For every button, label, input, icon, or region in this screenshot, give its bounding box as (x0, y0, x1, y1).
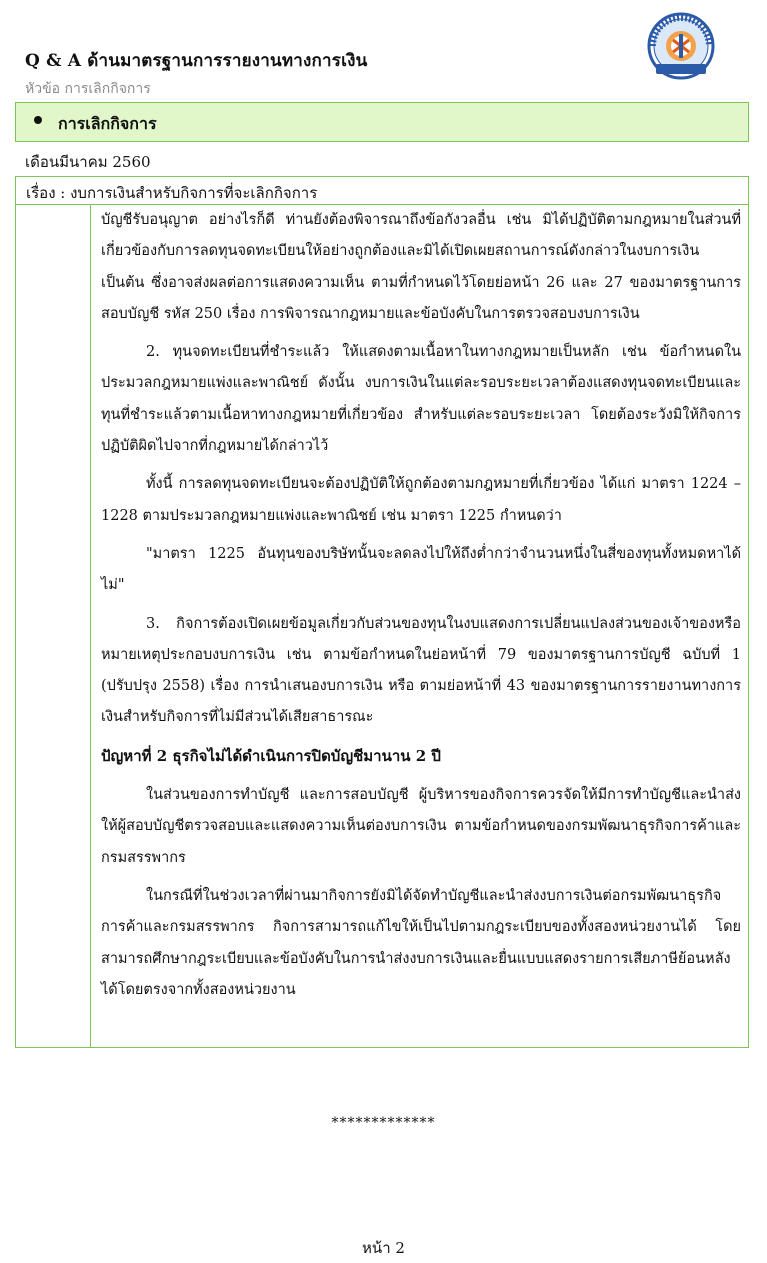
topic-banner (15, 102, 749, 142)
paragraph-6: ในส่วนของการทำบัญชี และการสอบบัญชี ผู้บริหารของกิจการควรจัดให้มีการทำบัญชีและนำส่งให้ผู้สอบบัญชีตรวจสอบและแสดงความเห็นต่องบการเงิน ตามข้อกำหนดของกรมพัฒนาธุรกิจการค้าและกรมสรรพากร (101, 787, 741, 866)
paragraph-2: 2. ทุนจดทะเบียนที่ชำระแล้ว ให้แสดงตามเนื้อหาในทางกฎหมายเป็นหลัก เช่น ข้อกำหนดในประมวลกฎหมายแพ่งและพาณิชย์ ดังนั้น งบการเงินในแต่ละรอบระยะเวลาต้องแสดงทุนจดทะเบียนและทุนที่ชำระแล้วตามเนื้อหาทางกฎหมายที่เกี่ยวข้อง สำหรับแต่ละรอบระยะเวลา โดยต้องระวังมิให้กิจการปฏิบัติผิดไปจากที่กฎหมายได้กล่าวไว้ (101, 344, 741, 455)
bullet-icon (34, 116, 42, 124)
paragraph-3: ทั้งนี้ การลดทุนจดทะเบียนจะต้องปฏิบัติให้ถูกต้องตามกฎหมายที่เกี่ยวข้อง ได้แก่ มาตรา 1224 – 1228 ตามประมวลกฎหมายแพ่งและพาณิชย์ เช่น มาตรา 1225 กำหนดว่า (101, 476, 741, 524)
subject-row (15, 176, 749, 205)
end-separator: ************* (331, 1115, 436, 1131)
section-heading-problem-2: ปัญหาที่ 2 ธุรกิจไม่ได้ดำเนินการปิดบัญชีมานาน 2 ปี (101, 746, 441, 765)
table-left-column (16, 205, 91, 1047)
paragraph-1: บัญชีรับอนุญาต อย่างไรก็ดี ท่านยังต้องพิจารณาถึงข้อกังวลอื่น เช่น มิได้ปฏิบัติตามกฎหมายในส่วนที่เกี่ยวข้องกับการลดทุนจดทะเบียนให้อย่างถูกต้องและมิได้เปิดเผยสถานการณ์ดังกล่าวในงบการเงิน เป็นต้น ซึ่งอาจส่งผลต่อการแสดงความเห็น ตามที่กำหนดไว้โดยย่อหน้า 26 และ 27 ของมาตรฐานการสอบบัญชี รหัส 250 เรื่อง การพิจารณากฎหมายและข้อบังคับในการตรวจสอบงบการเงิน (101, 212, 741, 322)
content-table (15, 204, 749, 1048)
document-header-subtitle: หัวข้อ การเลิกกิจการ (25, 81, 151, 97)
subject-text: เรื่อง : งบการเงินสำหรับกิจการที่จะเลิกกิจการ (26, 184, 318, 202)
paragraph-5: 3. กิจการต้องเปิดเผยข้อมูลเกี่ยวกับส่วนของทุนในงบแสดงการเปลี่ยนแปลงส่วนของเจ้าของหรือหมายเหตุประกอบงบการเงิน เช่น ตามข้อกำหนดในย่อหน้าที่ 79 ของมาตรฐานการบัญชี ฉบับที่ 1 (ปรับปรุง 2558) เรื่อง การนำเสนองบการเงิน หรือ ตามย่อหน้าที่ 43 ของมาตรฐานการรายงานทางการเงินสำหรับกิจการที่ไม่มีส่วนได้เสียสาธารณะ (101, 615, 741, 726)
paragraph-7: ในกรณีที่ในช่วงเวลาที่ผ่านมากิจการยังมิได้จัดทำบัญชีและนำส่งงบการเงินต่อกรมพัฒนาธุรกิจการค้าและกรมสรรพากร กิจการสามารถแก้ไขให้เป็นไปตามกฎระเบียบของทั้งสองหน่วยงานได้ โดยสามารถศึกษากฎระเบียบและข้อบังคับในการนำส่งงบการเงินและยื่นแบบแสดงรายการเสียภาษีย้อนหลังได้โดยตรงจากทั้งสองหน่วยงาน (101, 887, 741, 998)
document-header-title: Q & A ด้านมาตรฐานการรายงานทางการเงิน (25, 51, 368, 71)
topic-label: การเลิกกิจการ (58, 114, 157, 133)
publication-date: เดือนมีนาคม 2560 (25, 153, 151, 171)
paragraph-4: "มาตรา 1225 อันทุนของบริษัทนั้นจะลดลงไปให้ถึงต่ำกว่าจำนวนหนึ่งในสี่ของทุนทั้งหมดหาได้ไม่" (101, 545, 741, 594)
page-number: หน้า 2 (362, 1239, 405, 1257)
body-text (101, 205, 741, 1013)
organization-seal-logo-icon (646, 10, 716, 92)
